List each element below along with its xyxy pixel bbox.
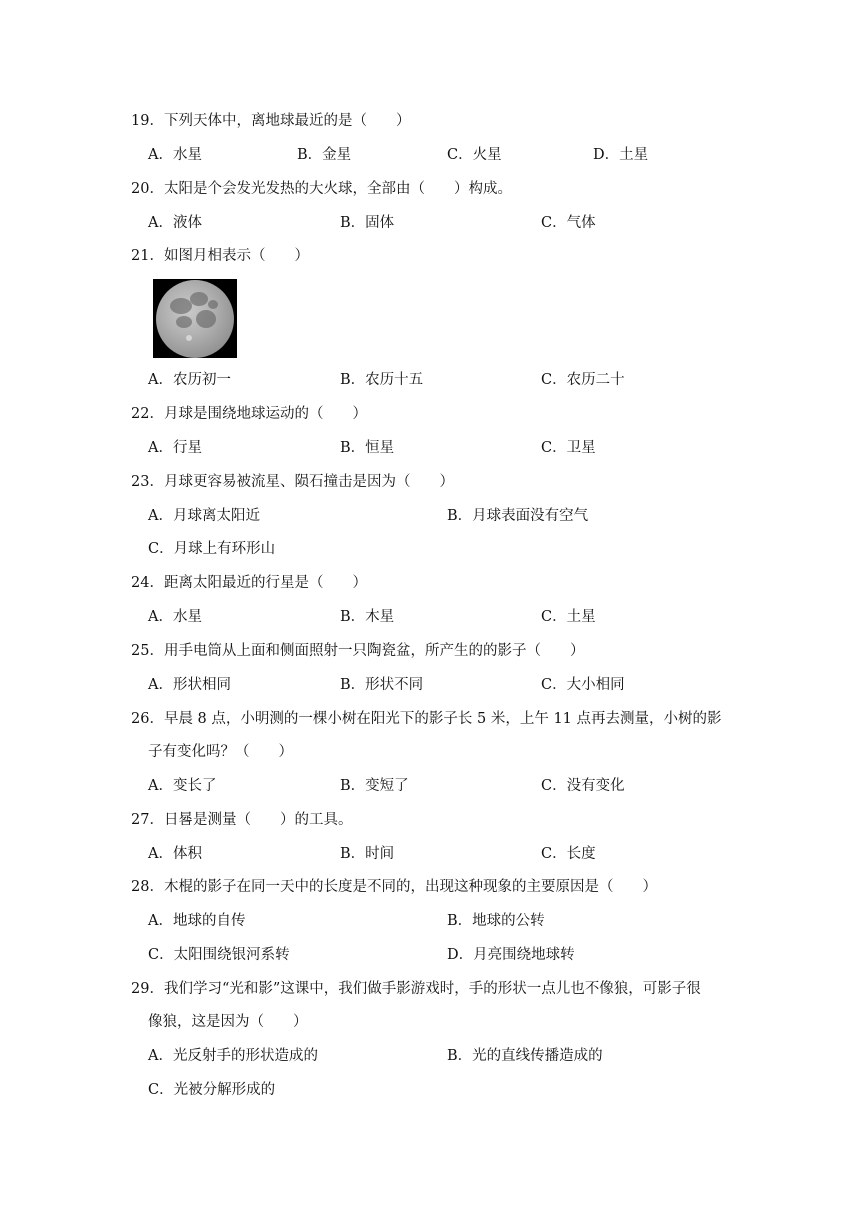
full-moon-photo — [153, 279, 237, 358]
q26-option-c[interactable]: C．没有变化 — [541, 778, 625, 794]
question-25-stem: 25．用手电筒从上面和侧面照射一只陶瓷盆，所产生的的影子（ ） — [131, 643, 585, 659]
q28-option-b[interactable]: B．地球的公转 — [447, 913, 545, 929]
question-26-stem-continued: 子有变化吗？（ ） — [148, 744, 293, 760]
question-20-stem: 20．太阳是个会发光发热的大火球，全部由（ ）构成。 — [131, 181, 512, 197]
q20-option-c[interactable]: C．气体 — [541, 215, 596, 231]
q19-option-d[interactable]: D．土星 — [593, 147, 649, 163]
q29-option-a[interactable]: A．光反射手的形状造成的 — [148, 1048, 318, 1064]
q28-option-d[interactable]: D．月亮围绕地球转 — [447, 947, 575, 963]
q27-option-a[interactable]: A．体积 — [148, 846, 202, 862]
q22-option-c[interactable]: C．卫星 — [541, 440, 596, 456]
question-24-stem: 24．距离太阳最近的行星是（ ） — [131, 575, 367, 591]
q26-option-a[interactable]: A．变长了 — [148, 778, 217, 794]
q19-option-c[interactable]: C．火星 — [447, 147, 502, 163]
q29-option-b[interactable]: B．光的直线传播造成的 — [447, 1048, 603, 1064]
q29-option-c[interactable]: C．光被分解形成的 — [148, 1082, 276, 1098]
q24-option-b[interactable]: B．木星 — [340, 609, 395, 625]
moon-disc — [156, 280, 234, 358]
question-29-stem-continued: 像狼，这是因为（ ） — [148, 1014, 308, 1030]
q27-option-b[interactable]: B．时间 — [340, 846, 395, 862]
q28-option-c[interactable]: C．太阳围绕银河系转 — [148, 947, 290, 963]
question-27-stem: 27．日晷是测量（ ）的工具。 — [131, 812, 353, 828]
q19-option-b[interactable]: B．金星 — [297, 147, 352, 163]
q22-option-b[interactable]: B．恒星 — [340, 440, 395, 456]
q26-option-b[interactable]: B．变短了 — [340, 778, 409, 794]
q24-option-c[interactable]: C．土星 — [541, 609, 596, 625]
q22-option-a[interactable]: A．行星 — [148, 440, 202, 456]
question-23-stem: 23．月球更容易被流星、陨石撞击是因为（ ） — [131, 474, 454, 490]
question-28-stem: 28．木棍的影子在同一天中的长度是不同的，出现这种现象的主要原因是（ ） — [131, 879, 657, 895]
question-19-stem: 19．下列天体中，离地球最近的是（ ） — [131, 113, 411, 129]
question-21-stem: 21．如图月相表示（ ） — [131, 248, 309, 264]
q21-option-b[interactable]: B．农历十五 — [340, 372, 424, 388]
q27-option-c[interactable]: C．长度 — [541, 846, 596, 862]
q25-option-a[interactable]: A．形状相同 — [148, 677, 231, 693]
q19-option-a[interactable]: A．水星 — [148, 147, 202, 163]
q24-option-a[interactable]: A．水星 — [148, 609, 202, 625]
question-22-stem: 22．月球是围绕地球运动的（ ） — [131, 406, 367, 422]
q23-option-b[interactable]: B．月球表面没有空气 — [447, 508, 589, 524]
q25-option-b[interactable]: B．形状不同 — [340, 677, 424, 693]
q23-option-a[interactable]: A．月球离太阳近 — [148, 508, 260, 524]
q20-option-b[interactable]: B．固体 — [340, 215, 395, 231]
q21-option-c[interactable]: C．农历二十 — [541, 372, 625, 388]
question-29-stem: 29．我们学习“光和影”这课中，我们做手影游戏时，手的形状一点儿也不像狼，可影子很 — [131, 981, 701, 997]
q28-option-a[interactable]: A．地球的自传 — [148, 913, 246, 929]
q25-option-c[interactable]: C．大小相同 — [541, 677, 625, 693]
q20-option-a[interactable]: A．液体 — [148, 215, 202, 231]
question-26-stem: 26．早晨 8 点，小明测的一棵小树在阳光下的影子长 5 米，上午 11 点再去测量，小树的影 — [131, 711, 722, 727]
q23-option-c[interactable]: C．月球上有环形山 — [148, 541, 276, 557]
q21-option-a[interactable]: A．农历初一 — [148, 372, 231, 388]
